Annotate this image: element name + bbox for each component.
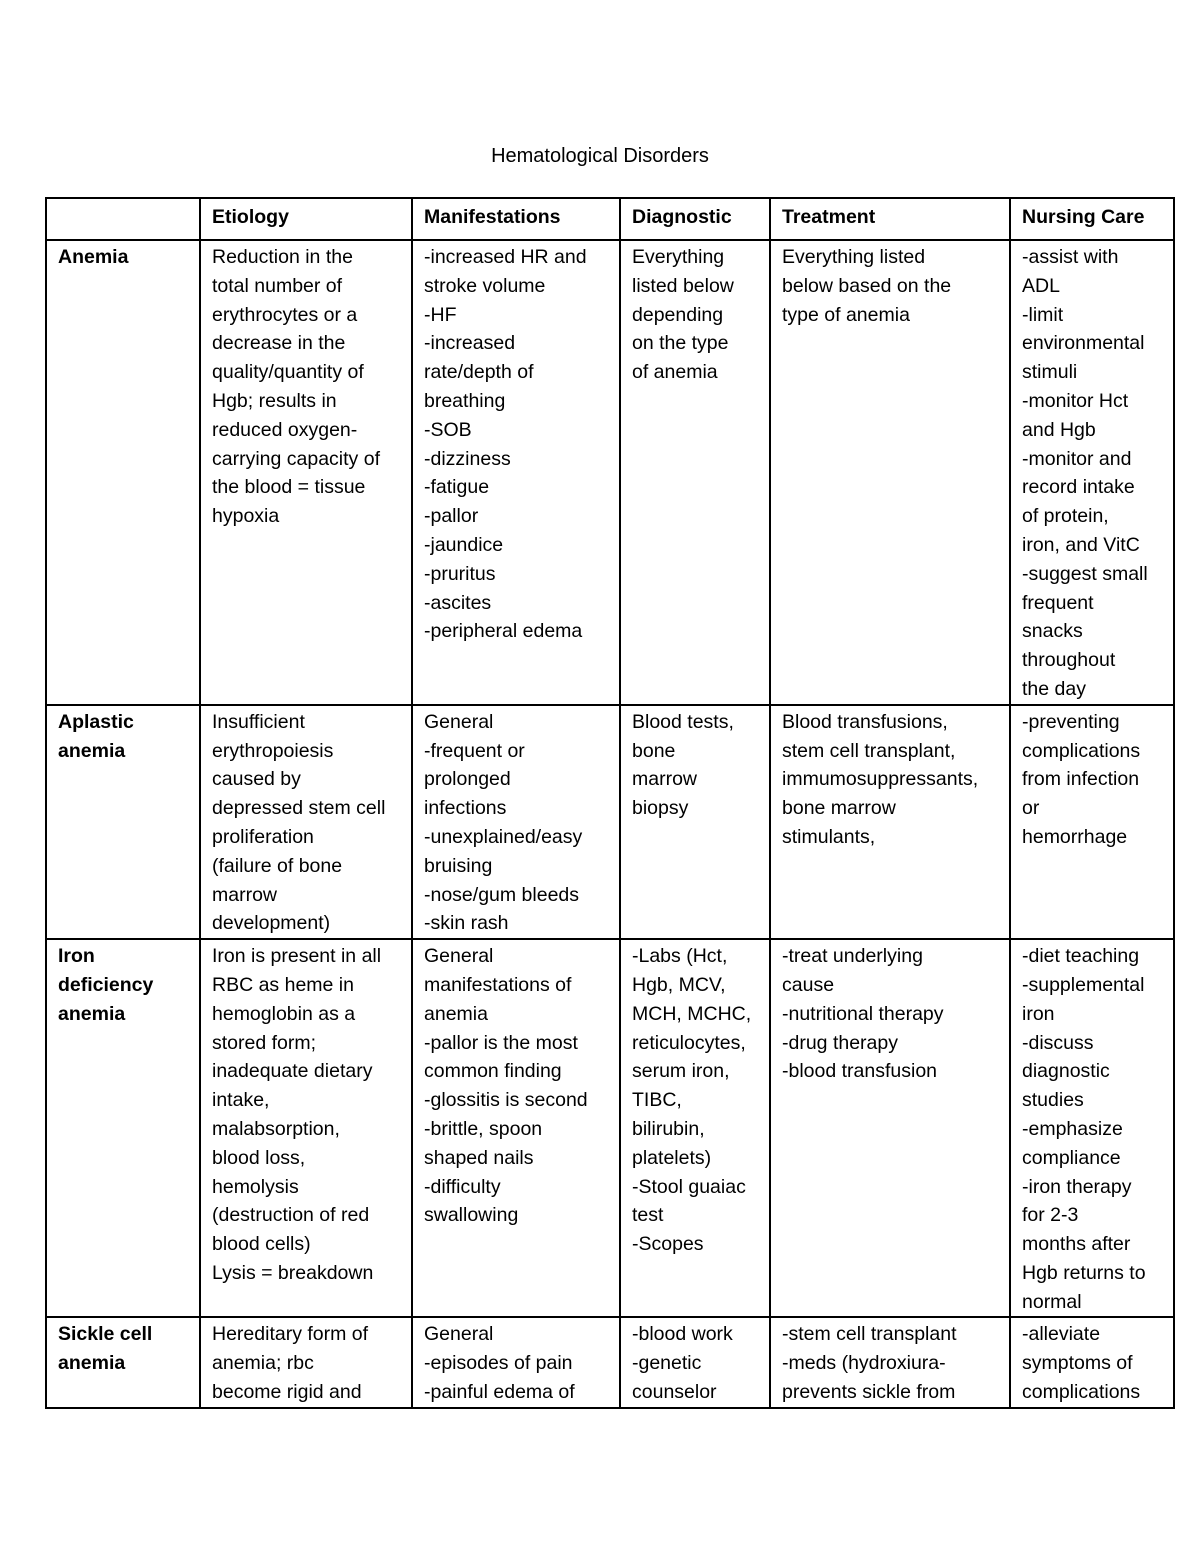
cell-text-line: Everything [632, 246, 725, 268]
diagnostic-cell [620, 705, 770, 939]
table-row [46, 240, 1174, 705]
header-cell-manifestations: Manifestations [412, 198, 620, 240]
cell-text-line: marrow [212, 883, 278, 906]
cell-text-line: -Labs (Hct, [632, 945, 728, 968]
cell-text-line: marrow [632, 768, 698, 791]
row-header-cell [46, 705, 200, 939]
manifestations-cell [412, 1317, 620, 1407]
cell-text-line: of protein, [1022, 505, 1109, 528]
cell-text-line: intake, [212, 1089, 270, 1112]
cell-text-line: hemolysis [212, 1175, 299, 1198]
cell-text-line: reduced oxygen- [212, 418, 358, 441]
cell-text-line: stored form; [212, 1031, 317, 1054]
cell-text-line: the day [1022, 677, 1086, 700]
cell-text-line: carrying capacity of [212, 447, 380, 470]
manifestations-cell [412, 240, 620, 705]
cell-text-line: and Hgb [1022, 418, 1096, 441]
cell-text-line: compliance [1022, 1146, 1121, 1169]
nursing-care-cell [1010, 705, 1174, 939]
row-header-cell [46, 240, 200, 705]
row-header-cell [46, 1317, 200, 1407]
cell-text-line: -stem cell transplant [782, 1323, 957, 1346]
treatment-cell [770, 705, 1010, 939]
cell-text-line: Iron is present in all [212, 945, 382, 968]
cell-text-line: bone marrow [782, 797, 896, 820]
cell-text-line: throughout [1022, 649, 1116, 672]
cell-text-line: bruising [424, 854, 493, 877]
cell-text-line: -suggest small [1022, 562, 1148, 585]
cell-text-line: -monitor and [1022, 447, 1132, 470]
cell-text-line: complications [1022, 1381, 1141, 1404]
cell-text-line: blood cells) [212, 1233, 311, 1256]
disorders-table [45, 197, 1175, 1409]
cell-text-line: anemia [424, 1002, 488, 1025]
cell-text-line: -ascites [424, 591, 492, 614]
cell-text-line: RBC as heme in [212, 973, 354, 996]
cell-text-line: malabsorption, [212, 1117, 340, 1140]
cell-text-line: -discuss [1022, 1031, 1094, 1054]
cell-text-line: record intake [1022, 476, 1135, 499]
cell-text-line: diagnostic [1022, 1060, 1110, 1083]
cell-text-line: breathing [424, 389, 506, 412]
cell-text-line: Insufficient [212, 710, 305, 733]
cell-text-line: the blood = tissue [212, 476, 366, 499]
treatment-cell [770, 240, 1010, 705]
header-cell-etiology: Etiology [200, 198, 412, 240]
cell-text-line: -Scopes [632, 1233, 704, 1256]
cell-text-line: (destruction of red [212, 1204, 370, 1227]
cell-text-line: depending [632, 303, 724, 326]
cell-text-line: -limit [1022, 303, 1064, 326]
cell-text-line: anemia [58, 1002, 126, 1025]
cell-text-line: MCH, MCHC, [632, 1002, 752, 1025]
cell-text-line: TIBC, [632, 1089, 682, 1112]
cell-text-line: infections [424, 797, 507, 820]
cell-text-line: immumosuppressants, [782, 768, 979, 791]
cell-text-line: type of anemia [782, 303, 910, 326]
cell-text-line: -blood work [632, 1323, 733, 1346]
cell-text-line: -nutritional therapy [782, 1002, 944, 1025]
cell-text-line: -diet teaching [1022, 945, 1140, 968]
diagnostic-cell [620, 240, 770, 705]
cell-text-line: -pruritus [424, 562, 496, 585]
etiology-cell [200, 240, 412, 705]
table-row [46, 939, 1174, 1317]
cell-text-line: Hgb; results in [212, 389, 337, 412]
cell-text-line: environmental [1022, 332, 1145, 355]
nursing-care-cell [1010, 939, 1174, 1317]
cell-text-line: counselor [632, 1381, 717, 1404]
cell-text-line: bilirubin, [632, 1117, 705, 1140]
cell-text-line: depressed stem cell [212, 797, 386, 820]
cell-text-line: -drug therapy [782, 1031, 898, 1054]
cell-text-line: proliferation [212, 825, 314, 848]
nursing-care-cell [1010, 240, 1174, 705]
cell-text-line: inadequate dietary [212, 1060, 373, 1083]
cell-text-line: -genetic [632, 1352, 702, 1375]
cell-text-line: total number of [212, 274, 343, 297]
table-row [46, 705, 1174, 939]
cell-text-line: manifestations of [424, 973, 572, 996]
cell-text-line: Everything listed [782, 246, 926, 268]
cell-text-line: hypoxia [212, 505, 280, 528]
header-row [46, 198, 1174, 240]
cell-text-line: -brittle, spoon [424, 1117, 543, 1140]
table-row [46, 1317, 1174, 1407]
header-cell-diagnostic: Diagnostic [620, 198, 770, 240]
cell-text-line: anemia; rbc [212, 1352, 314, 1375]
cell-text-line: Iron [58, 945, 95, 968]
cell-text-line: iron [1022, 1002, 1055, 1025]
cell-text-line: -skin rash [424, 912, 509, 935]
cell-text-line: Aplastic [58, 710, 134, 733]
cell-text-line: General [424, 710, 494, 733]
cell-text-line: Hgb returns to [1022, 1261, 1146, 1284]
cell-text-line: Blood transfusions, [782, 710, 948, 733]
cell-text-line: anemia [58, 1352, 126, 1375]
cell-text-line: General [424, 1323, 494, 1346]
cell-text-line: erythropoiesis [212, 739, 334, 762]
cell-text-line: -blood transfusion [782, 1060, 938, 1083]
cell-text-line: stimulants, [782, 825, 876, 848]
cell-text-line: -treat underlying [782, 945, 923, 968]
cell-text-line: -unexplained/easy [424, 825, 583, 848]
cell-text-line: -HF [424, 303, 457, 326]
cell-text-line: on the type [632, 332, 729, 355]
cell-text-line: -pallor [424, 505, 479, 528]
cell-text-line: Anemia [58, 246, 129, 268]
cell-text-line: Hgb, MCV, [632, 973, 726, 996]
cell-text-line: symptoms of [1022, 1352, 1133, 1375]
diagnostic-cell [620, 1317, 770, 1407]
cell-text-line: stem cell transplant, [782, 739, 956, 762]
cell-text-line: -preventing [1022, 710, 1120, 733]
cell-text-line: hemoglobin as a [212, 1002, 356, 1025]
cell-text-line: -dizziness [424, 447, 511, 470]
cell-text-line: common finding [424, 1060, 562, 1083]
cell-text-line: iron, and VitC [1022, 533, 1140, 556]
cell-text-line: frequent [1022, 591, 1094, 614]
cell-text-line: reticulocytes, [632, 1031, 746, 1054]
cell-text-line: erythrocytes or a [212, 303, 358, 326]
cell-text-line: development) [212, 912, 331, 935]
cell-text-line: General [424, 945, 494, 968]
nursing-care-cell [1010, 1317, 1174, 1407]
cell-text-line: or [1022, 797, 1040, 820]
cell-text-line: (failure of bone [212, 854, 343, 877]
cell-text-line: -nose/gum bleeds [424, 883, 580, 906]
cell-text-line: -emphasize [1022, 1117, 1123, 1140]
cell-text-line: of anemia [632, 361, 718, 384]
cell-text-line: Lysis = breakdown [212, 1261, 374, 1284]
cell-text-line: deficiency [58, 973, 154, 996]
manifestations-cell [412, 705, 620, 939]
cell-text-line: -peripheral edema [424, 620, 583, 643]
treatment-cell [770, 939, 1010, 1317]
cell-text-line: for 2-3 [1022, 1204, 1079, 1227]
cell-text-line: -painful edema of [424, 1381, 575, 1404]
header-cell-nursing-care: Nursing Care [1010, 198, 1174, 240]
cell-text-line: anemia [58, 739, 126, 762]
cell-text-line: rate/depth of [424, 361, 534, 384]
cell-text-line: Blood tests, [632, 710, 734, 733]
cell-text-line: Reduction in the [212, 246, 353, 268]
cell-text-line: platelets) [632, 1146, 712, 1169]
cell-text-line: -increased [424, 332, 516, 355]
cell-text-line: snacks [1022, 620, 1083, 643]
cell-text-line: swallowing [424, 1204, 519, 1227]
cell-text-line: months after [1022, 1233, 1131, 1256]
document-title: Hematological Disorders [491, 145, 709, 167]
cell-text-line: quality/quantity of [212, 361, 364, 384]
cell-text-line: -difficulty [424, 1175, 501, 1198]
cell-text-line: shaped nails [424, 1146, 534, 1169]
cell-text-line: -supplemental [1022, 973, 1145, 996]
cell-text-line: blood loss, [212, 1146, 306, 1169]
manifestations-cell [412, 939, 620, 1317]
treatment-cell [770, 1317, 1010, 1407]
etiology-cell [200, 939, 412, 1317]
etiology-cell [200, 705, 412, 939]
cell-text-line: -monitor Hct [1022, 389, 1129, 412]
cell-text-line: stroke volume [424, 274, 546, 297]
cell-text-line: complications [1022, 739, 1141, 762]
cell-text-line: -alleviate [1022, 1323, 1101, 1346]
cell-text-line: -increased HR and [424, 246, 587, 268]
cell-text-line: serum iron, [632, 1060, 730, 1083]
cell-text-line: -glossitis is second [424, 1089, 588, 1112]
cell-text-line: -episodes of pain [424, 1352, 573, 1375]
cell-text-line: hemorrhage [1022, 825, 1128, 848]
cell-text-line: -meds (hydroxiura- [782, 1352, 946, 1375]
cell-text-line: ADL [1022, 274, 1060, 297]
cell-text-line: -Stool guaiac [632, 1175, 746, 1198]
etiology-cell [200, 1317, 412, 1407]
header-cell-treatment: Treatment [770, 198, 1010, 240]
cell-text-line: test [632, 1204, 664, 1227]
table-body [46, 240, 1174, 1408]
cell-text-line: cause [782, 973, 835, 996]
cell-text-line: listed below [632, 274, 734, 297]
cell-text-line: Sickle cell [58, 1323, 153, 1346]
cell-text-line: -SOB [424, 418, 472, 441]
cell-text-line: below based on the [782, 274, 952, 297]
cell-text-line: prolonged [424, 768, 511, 791]
cell-text-line: -assist with [1022, 246, 1119, 268]
cell-text-line: -fatigue [424, 476, 490, 499]
cell-text-line: prevents sickle from [782, 1381, 956, 1404]
cell-text-line: caused by [212, 768, 301, 791]
header-cell-empty [46, 198, 200, 240]
cell-text-line: become rigid and [212, 1381, 362, 1404]
cell-text-line: biopsy [632, 797, 689, 820]
row-header-cell [46, 939, 200, 1317]
cell-text-line: -iron therapy [1022, 1175, 1132, 1198]
cell-text-line: -pallor is the most [424, 1031, 578, 1054]
cell-text-line: studies [1022, 1089, 1084, 1112]
cell-text-line: decrease in the [212, 332, 346, 355]
cell-text-line: stimuli [1022, 361, 1078, 384]
cell-text-line: normal [1022, 1290, 1082, 1313]
cell-text-line: Hereditary form of [212, 1323, 369, 1346]
cell-text-line: -jaundice [424, 533, 504, 556]
cell-text-line: -frequent or [424, 739, 525, 762]
diagnostic-cell [620, 939, 770, 1317]
cell-text-line: from infection [1022, 768, 1140, 791]
cell-text-line: bone [632, 739, 676, 762]
